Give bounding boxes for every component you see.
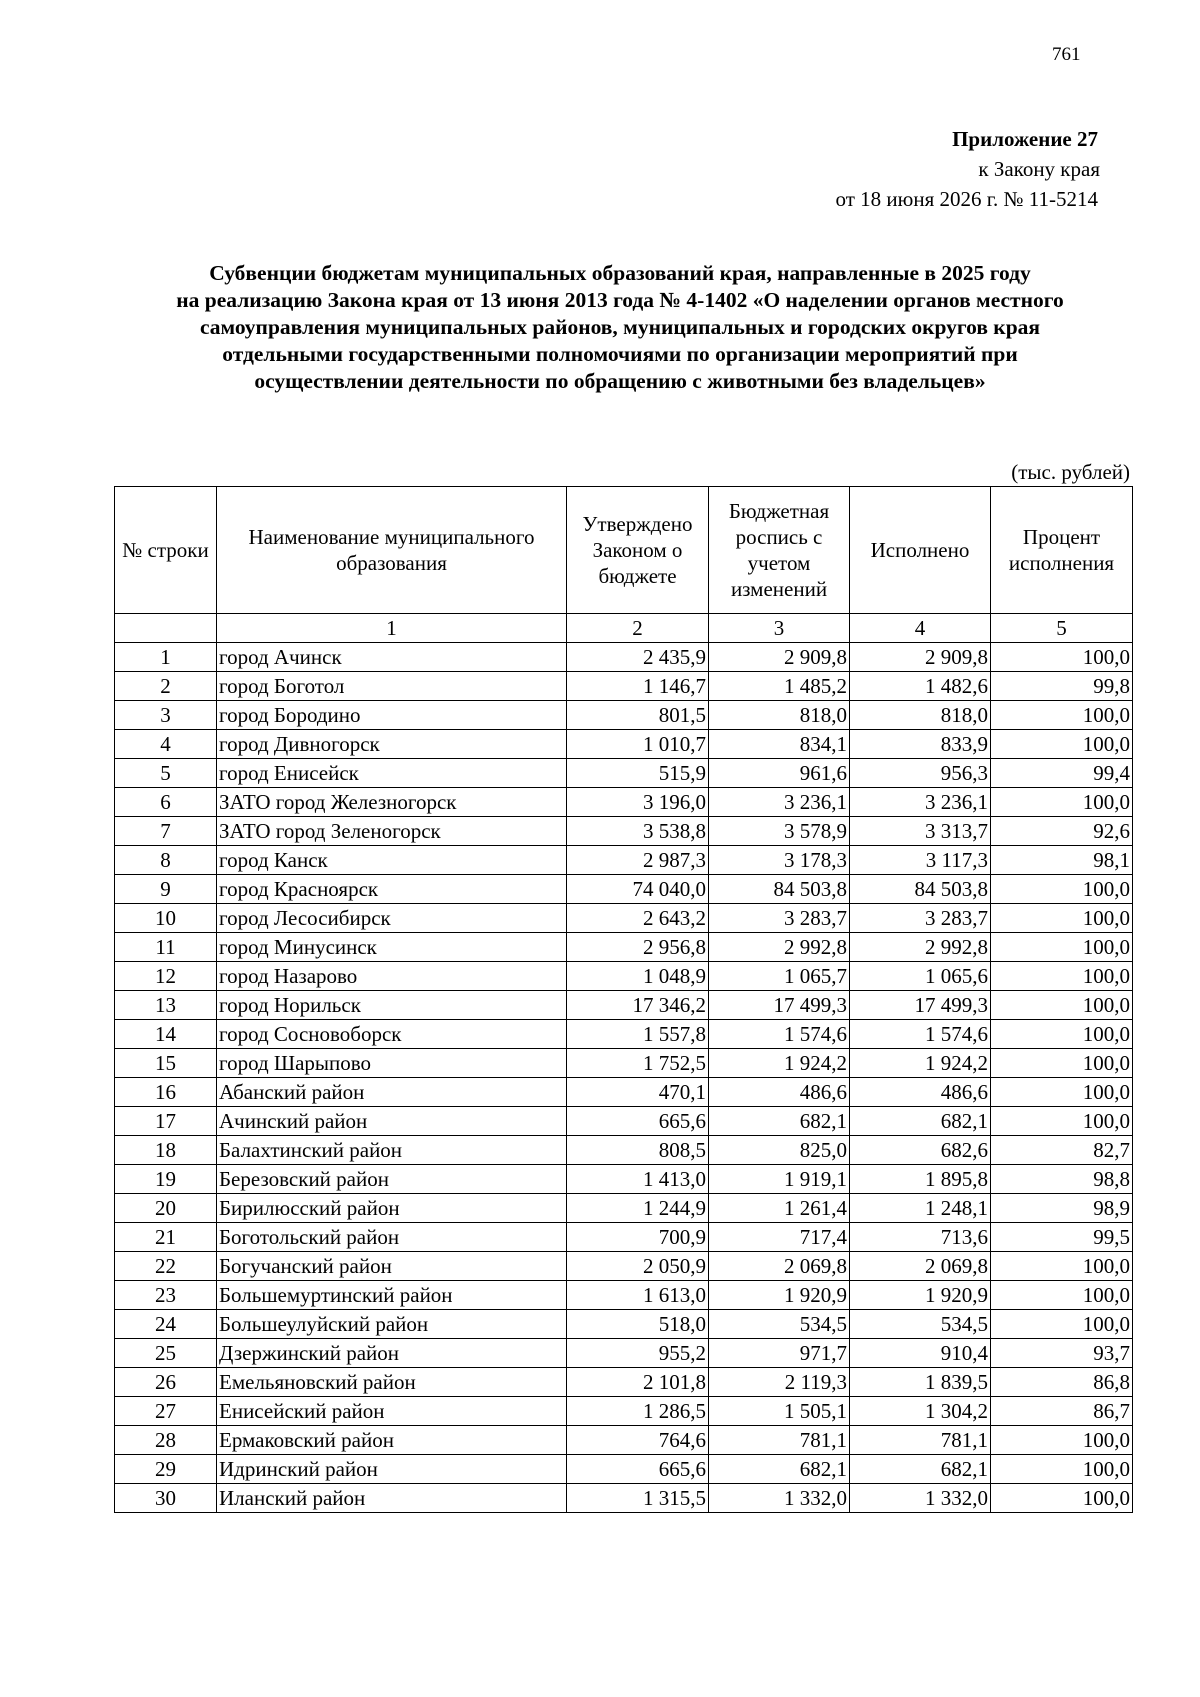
cell-row-number: 29 [115, 1455, 217, 1484]
cell-row-number: 10 [115, 904, 217, 933]
cell-percent: 100,0 [991, 1310, 1133, 1339]
document-title-line: осуществлении деятельности по обращению с животными без владельцев» [254, 369, 986, 393]
table-row [115, 672, 1133, 701]
cell-approved: 3 196,0 [567, 788, 709, 817]
cell-executed: 682,1 [850, 1107, 991, 1136]
cell-row-number: 9 [115, 875, 217, 904]
cell-executed: 910,4 [850, 1339, 991, 1368]
cell-municipality: Иланский район [217, 1484, 567, 1513]
cell-approved: 1 048,9 [567, 962, 709, 991]
table-row [115, 1020, 1133, 1049]
cell-executed: 1 895,8 [850, 1165, 991, 1194]
cell-municipality: Ермаковский район [217, 1426, 567, 1455]
cell-municipality: город Минусинск [217, 933, 567, 962]
cell-percent: 99,8 [991, 672, 1133, 701]
cell-approved: 808,5 [567, 1136, 709, 1165]
cell-percent: 100,0 [991, 962, 1133, 991]
cell-municipality: Емельяновский район [217, 1368, 567, 1397]
header-percent: Процент исполнения [991, 487, 1133, 614]
cell-percent: 100,0 [991, 788, 1133, 817]
cell-percent: 100,0 [991, 991, 1133, 1020]
document-title [100, 260, 1140, 395]
cell-budget-schedule: 534,5 [709, 1310, 850, 1339]
cell-budget-schedule: 717,4 [709, 1223, 850, 1252]
cell-budget-schedule: 3 578,9 [709, 817, 850, 846]
cell-municipality: город Шарыпово [217, 1049, 567, 1078]
cell-row-number: 14 [115, 1020, 217, 1049]
cell-municipality: город Дивногорск [217, 730, 567, 759]
header-approved: Утверждено Законом о бюджете [567, 487, 709, 614]
cell-executed: 3 283,7 [850, 904, 991, 933]
cell-approved: 74 040,0 [567, 875, 709, 904]
cell-approved: 1 557,8 [567, 1020, 709, 1049]
cell-row-number: 11 [115, 933, 217, 962]
table-row [115, 1426, 1133, 1455]
cell-executed: 1 920,9 [850, 1281, 991, 1310]
cell-budget-schedule: 834,1 [709, 730, 850, 759]
cell-percent: 100,0 [991, 1078, 1133, 1107]
cell-municipality: ЗАТО город Железногорск [217, 788, 567, 817]
cell-percent: 100,0 [991, 643, 1133, 672]
cell-row-number: 7 [115, 817, 217, 846]
unit-label: (тыс. рублей) [1011, 460, 1130, 484]
column-number: 2 [567, 614, 709, 643]
cell-budget-schedule: 1 574,6 [709, 1020, 850, 1049]
cell-municipality: Дзержинский район [217, 1339, 567, 1368]
cell-percent: 98,9 [991, 1194, 1133, 1223]
cell-executed: 1 574,6 [850, 1020, 991, 1049]
cell-percent: 99,5 [991, 1223, 1133, 1252]
cell-approved: 1 613,0 [567, 1281, 709, 1310]
cell-executed: 1 332,0 [850, 1484, 991, 1513]
cell-budget-schedule: 1 332,0 [709, 1484, 850, 1513]
cell-percent: 93,7 [991, 1339, 1133, 1368]
cell-percent: 100,0 [991, 1455, 1133, 1484]
cell-executed: 3 236,1 [850, 788, 991, 817]
table-body [115, 643, 1133, 1513]
appendix-block [836, 124, 1098, 214]
document-title-line: на реализацию Закона края от 13 июня 2013 года № 4-1402 «О наделении органов местного [176, 288, 1064, 312]
table-row [115, 846, 1133, 875]
cell-row-number: 19 [115, 1165, 217, 1194]
cell-budget-schedule: 825,0 [709, 1136, 850, 1165]
cell-municipality: Енисейский район [217, 1397, 567, 1426]
appendix-law-reference: к Закону края [978, 157, 1100, 181]
page-number: 761 [1052, 44, 1081, 65]
cell-executed: 781,1 [850, 1426, 991, 1455]
cell-executed: 2 992,8 [850, 933, 991, 962]
cell-approved: 2 987,3 [567, 846, 709, 875]
cell-row-number: 24 [115, 1310, 217, 1339]
table-header-row [115, 487, 1133, 614]
cell-budget-schedule: 1 261,4 [709, 1194, 850, 1223]
table-row [115, 1368, 1133, 1397]
cell-municipality: город Боготол [217, 672, 567, 701]
table-row [115, 1455, 1133, 1484]
cell-executed: 3 313,7 [850, 817, 991, 846]
cell-budget-schedule: 17 499,3 [709, 991, 850, 1020]
cell-executed: 17 499,3 [850, 991, 991, 1020]
cell-row-number: 4 [115, 730, 217, 759]
cell-executed: 2 069,8 [850, 1252, 991, 1281]
appendix-law-date: от 18 июня 2026 г. № 11-5214 [835, 187, 1098, 211]
cell-approved: 470,1 [567, 1078, 709, 1107]
cell-row-number: 22 [115, 1252, 217, 1281]
cell-percent: 100,0 [991, 1049, 1133, 1078]
cell-budget-schedule: 1 924,2 [709, 1049, 850, 1078]
table-row [115, 1281, 1133, 1310]
cell-budget-schedule: 781,1 [709, 1426, 850, 1455]
cell-budget-schedule: 1 920,9 [709, 1281, 850, 1310]
cell-row-number: 26 [115, 1368, 217, 1397]
table-row [115, 1078, 1133, 1107]
cell-approved: 955,2 [567, 1339, 709, 1368]
cell-approved: 2 435,9 [567, 643, 709, 672]
cell-approved: 1 244,9 [567, 1194, 709, 1223]
cell-approved: 1 286,5 [567, 1397, 709, 1426]
cell-row-number: 13 [115, 991, 217, 1020]
cell-executed: 3 117,3 [850, 846, 991, 875]
cell-budget-schedule: 682,1 [709, 1107, 850, 1136]
cell-executed: 1 248,1 [850, 1194, 991, 1223]
cell-municipality: город Норильск [217, 991, 567, 1020]
cell-approved: 518,0 [567, 1310, 709, 1339]
cell-municipality: Идринский район [217, 1455, 567, 1484]
cell-percent: 100,0 [991, 1484, 1133, 1513]
cell-budget-schedule: 2 909,8 [709, 643, 850, 672]
cell-executed: 1 482,6 [850, 672, 991, 701]
cell-executed: 1 839,5 [850, 1368, 991, 1397]
cell-municipality: Березовский район [217, 1165, 567, 1194]
cell-executed: 1 924,2 [850, 1049, 991, 1078]
document-title-line: самоуправления муниципальных районов, муниципальных и городских округов края [199, 315, 1041, 339]
cell-executed: 1 304,2 [850, 1397, 991, 1426]
cell-row-number: 27 [115, 1397, 217, 1426]
subventions-table [114, 486, 1133, 1513]
cell-executed: 818,0 [850, 701, 991, 730]
column-number [115, 614, 217, 643]
cell-executed: 534,5 [850, 1310, 991, 1339]
table-row [115, 1252, 1133, 1281]
cell-budget-schedule: 1 919,1 [709, 1165, 850, 1194]
table-row [115, 788, 1133, 817]
cell-row-number: 20 [115, 1194, 217, 1223]
header-executed: Исполнено [850, 487, 991, 614]
cell-executed: 486,6 [850, 1078, 991, 1107]
cell-row-number: 15 [115, 1049, 217, 1078]
cell-percent: 100,0 [991, 701, 1133, 730]
cell-municipality: город Ачинск [217, 643, 567, 672]
cell-executed: 956,3 [850, 759, 991, 788]
cell-approved: 665,6 [567, 1107, 709, 1136]
cell-municipality: город Лесосибирск [217, 904, 567, 933]
cell-approved: 515,9 [567, 759, 709, 788]
cell-percent: 100,0 [991, 875, 1133, 904]
cell-percent: 100,0 [991, 1107, 1133, 1136]
table-row [115, 1136, 1133, 1165]
cell-row-number: 30 [115, 1484, 217, 1513]
cell-percent: 86,7 [991, 1397, 1133, 1426]
cell-row-number: 5 [115, 759, 217, 788]
cell-executed: 682,1 [850, 1455, 991, 1484]
table-row [115, 1194, 1133, 1223]
cell-row-number: 21 [115, 1223, 217, 1252]
cell-municipality: Большеулуйский район [217, 1310, 567, 1339]
cell-budget-schedule: 2 992,8 [709, 933, 850, 962]
cell-row-number: 17 [115, 1107, 217, 1136]
cell-municipality: город Енисейск [217, 759, 567, 788]
cell-approved: 1 413,0 [567, 1165, 709, 1194]
table-row [115, 1484, 1133, 1513]
table-row [115, 701, 1133, 730]
column-number: 5 [991, 614, 1133, 643]
cell-approved: 1 010,7 [567, 730, 709, 759]
cell-percent: 100,0 [991, 1252, 1133, 1281]
cell-row-number: 12 [115, 962, 217, 991]
cell-budget-schedule: 682,1 [709, 1455, 850, 1484]
cell-approved: 3 538,8 [567, 817, 709, 846]
table-row [115, 933, 1133, 962]
cell-municipality: Боготольский район [217, 1223, 567, 1252]
cell-executed: 833,9 [850, 730, 991, 759]
column-number: 3 [709, 614, 850, 643]
table-row [115, 730, 1133, 759]
cell-approved: 700,9 [567, 1223, 709, 1252]
cell-budget-schedule: 961,6 [709, 759, 850, 788]
table-row [115, 1339, 1133, 1368]
cell-percent: 92,6 [991, 817, 1133, 846]
cell-budget-schedule: 1 485,2 [709, 672, 850, 701]
cell-municipality: Большемуртинский район [217, 1281, 567, 1310]
cell-executed: 2 909,8 [850, 643, 991, 672]
table-row [115, 759, 1133, 788]
cell-municipality: город Канск [217, 846, 567, 875]
document-title-line: отдельными государственными полномочиями по организации мероприятий при [222, 342, 1018, 366]
cell-row-number: 23 [115, 1281, 217, 1310]
cell-budget-schedule: 1 505,1 [709, 1397, 850, 1426]
table-row [115, 875, 1133, 904]
cell-executed: 682,6 [850, 1136, 991, 1165]
table-row [115, 817, 1133, 846]
cell-row-number: 2 [115, 672, 217, 701]
cell-percent: 98,1 [991, 846, 1133, 875]
cell-percent: 100,0 [991, 904, 1133, 933]
cell-row-number: 3 [115, 701, 217, 730]
cell-approved: 801,5 [567, 701, 709, 730]
cell-row-number: 8 [115, 846, 217, 875]
document-title-line: Субвенции бюджетам муниципальных образований края, направленные в 2025 году [209, 261, 1031, 285]
table-row [115, 991, 1133, 1020]
cell-percent: 100,0 [991, 1020, 1133, 1049]
table-row [115, 1049, 1133, 1078]
cell-percent: 82,7 [991, 1136, 1133, 1165]
cell-municipality: город Бородино [217, 701, 567, 730]
cell-budget-schedule: 486,6 [709, 1078, 850, 1107]
cell-approved: 2 956,8 [567, 933, 709, 962]
cell-approved: 764,6 [567, 1426, 709, 1455]
cell-municipality: Балахтинский район [217, 1136, 567, 1165]
cell-budget-schedule: 1 065,7 [709, 962, 850, 991]
table-row [115, 1165, 1133, 1194]
cell-approved: 2 050,9 [567, 1252, 709, 1281]
cell-budget-schedule: 818,0 [709, 701, 850, 730]
cell-percent: 100,0 [991, 933, 1133, 962]
cell-percent: 100,0 [991, 1281, 1133, 1310]
cell-municipality: город Сосновоборск [217, 1020, 567, 1049]
cell-approved: 1 315,5 [567, 1484, 709, 1513]
cell-row-number: 25 [115, 1339, 217, 1368]
cell-municipality: ЗАТО город Зеленогорск [217, 817, 567, 846]
table-row [115, 962, 1133, 991]
cell-budget-schedule: 3 283,7 [709, 904, 850, 933]
cell-municipality: Абанский район [217, 1078, 567, 1107]
cell-approved: 1 752,5 [567, 1049, 709, 1078]
cell-budget-schedule: 2 069,8 [709, 1252, 850, 1281]
header-municipality: Наименование муниципального образования [217, 487, 567, 614]
cell-approved: 17 346,2 [567, 991, 709, 1020]
cell-row-number: 6 [115, 788, 217, 817]
cell-percent: 100,0 [991, 1426, 1133, 1455]
cell-row-number: 18 [115, 1136, 217, 1165]
cell-budget-schedule: 3 236,1 [709, 788, 850, 817]
cell-municipality: Бирилюсский район [217, 1194, 567, 1223]
appendix-title: Приложение 27 [952, 127, 1098, 151]
cell-row-number: 28 [115, 1426, 217, 1455]
cell-approved: 665,6 [567, 1455, 709, 1484]
table-row [115, 1310, 1133, 1339]
cell-percent: 98,8 [991, 1165, 1133, 1194]
cell-budget-schedule: 2 119,3 [709, 1368, 850, 1397]
cell-approved: 1 146,7 [567, 672, 709, 701]
cell-municipality: город Назарово [217, 962, 567, 991]
cell-executed: 1 065,6 [850, 962, 991, 991]
cell-municipality: Ачинский район [217, 1107, 567, 1136]
header-budget-schedule: Бюджетная роспись с учетом изменений [709, 487, 850, 614]
table-row [115, 904, 1133, 933]
cell-budget-schedule: 3 178,3 [709, 846, 850, 875]
cell-municipality: город Красноярск [217, 875, 567, 904]
cell-budget-schedule: 971,7 [709, 1339, 850, 1368]
header-row-number: № строки [115, 487, 217, 614]
table-row [115, 1397, 1133, 1426]
column-number: 1 [217, 614, 567, 643]
cell-percent: 86,8 [991, 1368, 1133, 1397]
cell-percent: 100,0 [991, 730, 1133, 759]
cell-row-number: 16 [115, 1078, 217, 1107]
table-row [115, 1223, 1133, 1252]
table-column-numbers-row [115, 614, 1133, 643]
table-row [115, 643, 1133, 672]
cell-percent: 99,4 [991, 759, 1133, 788]
cell-executed: 84 503,8 [850, 875, 991, 904]
cell-executed: 713,6 [850, 1223, 991, 1252]
cell-approved: 2 643,2 [567, 904, 709, 933]
cell-row-number: 1 [115, 643, 217, 672]
cell-approved: 2 101,8 [567, 1368, 709, 1397]
column-number: 4 [850, 614, 991, 643]
cell-budget-schedule: 84 503,8 [709, 875, 850, 904]
table-row [115, 1107, 1133, 1136]
cell-municipality: Богучанский район [217, 1252, 567, 1281]
